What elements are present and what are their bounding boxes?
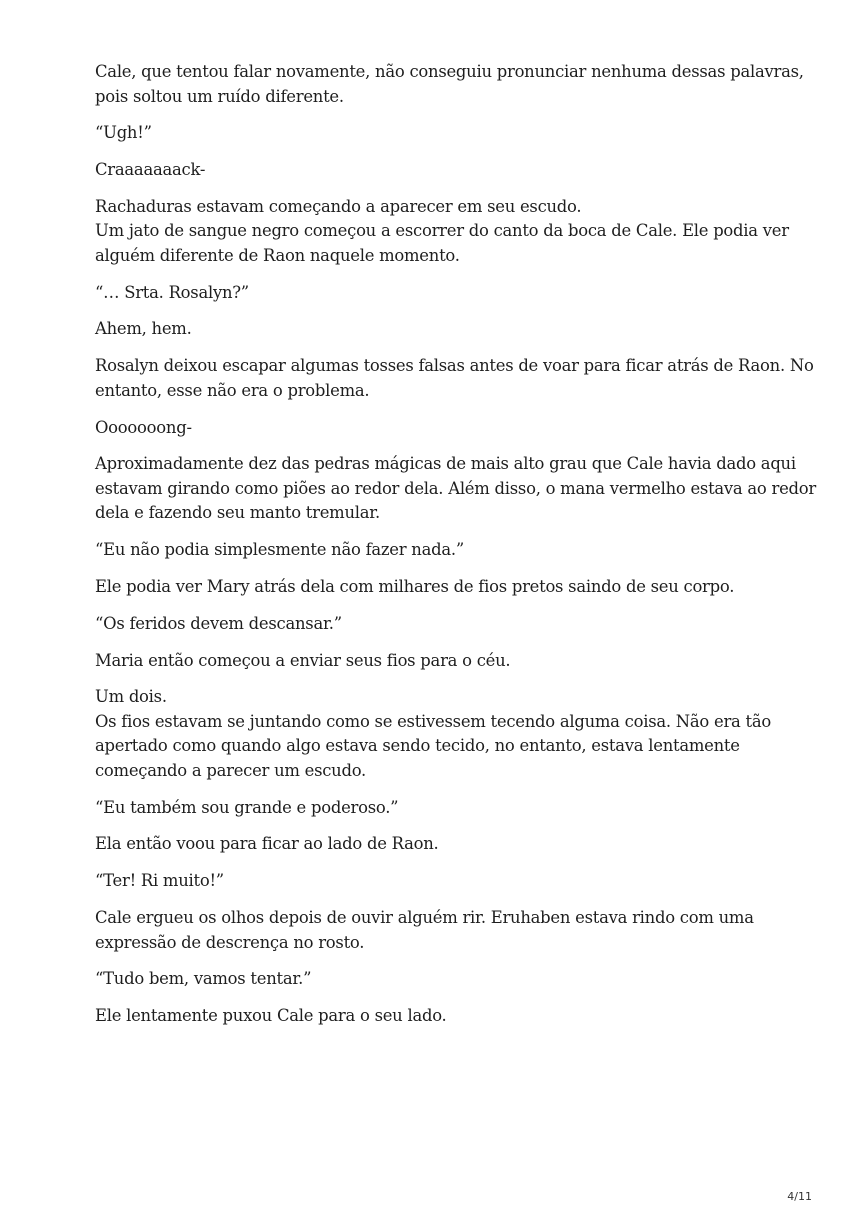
text-line: Um dois. [95,687,167,707]
text-line: alguém diferente de Raon naquele momento. [95,245,460,265]
text-line: Ela então voou para ficar ao lado de Raon. [95,834,439,854]
text-line: “Ugh!” [95,123,152,143]
paragraph [95,649,795,674]
text-line: Ahem, hem. [95,319,192,339]
text-line: Os fios estavam se juntando como se estivessem tecendo alguma coisa. Não era tão [95,711,771,731]
text-line: começando a parecer um escudo. [95,760,367,780]
paragraph [95,906,795,955]
page-body-text [95,60,816,1041]
text-line: dela e fazendo seu manto tremular. [95,503,381,523]
text-line: Cale, que tentou falar novamente, não conseguiu pronunciar nenhuma dessas palavras, [95,62,804,81]
paragraph [95,1004,795,1029]
text-line: “Tudo bem, vamos tentar.” [95,969,312,989]
paragraph [95,575,795,600]
text-line: expressão de descrença no rosto. [95,932,365,952]
text-line: “Os feridos devem descansar.” [95,613,342,633]
paragraph [95,796,795,821]
paragraph [95,158,795,183]
text-line: pois soltou um ruído diferente. [95,86,344,106]
text-line: apertado como quando algo estava sendo tecido, no entanto, estava lentamente [95,736,740,756]
text-line: Ooooooong- [95,417,192,437]
text-line: Craaaaaaack- [95,160,206,180]
paragraph [95,832,795,857]
paragraph [95,354,814,403]
text-line: “Eu também sou grande e poderoso.” [95,797,399,817]
paragraph [95,538,795,563]
text-line: Cale ergueu os olhos depois de ouvir alguém rir. Eruhaben estava rindo com uma [95,908,754,928]
text-line: Um jato de sangue negro começou a escorrer do canto da boca de Cale. Ele podia ver [95,221,789,241]
text-line: estavam girando como piões ao redor dela. Além disso, o mana vermelho estava ao redor [95,478,816,498]
paragraph [95,452,816,526]
text-line: “Eu não podia simplesmente não fazer nada.” [95,540,464,560]
text-line: Maria então começou a enviar seus fios para o céu. [95,650,511,670]
paragraph [95,121,795,146]
paragraph [95,416,795,441]
paragraph [95,612,795,637]
paragraph [95,195,795,269]
paragraph [95,317,795,342]
text-line: Ele lentamente puxou Cale para o seu lado. [95,1006,447,1026]
text-line: entanto, esse não era o problema. [95,380,370,400]
text-line: Rachaduras estavam começando a aparecer em seu escudo. [95,196,582,216]
paragraph [95,869,795,894]
text-line: “Ter! Ri muito!” [95,871,224,891]
page-number: 4/11 [787,1190,812,1203]
paragraph [95,60,804,109]
paragraph [95,281,795,306]
text-line: Ele podia ver Mary atrás dela com milhares de fios pretos saindo de seu corpo. [95,576,735,596]
paragraph [95,685,795,783]
text-line: Rosalyn deixou escapar algumas tosses falsas antes de voar para ficar atrás de Raon. No [95,356,814,376]
text-line: “… Srta. Rosalyn?” [95,282,249,302]
paragraph [95,967,795,992]
text-line: Aproximadamente dez das pedras mágicas de mais alto grau que Cale havia dado aqui [95,454,796,474]
